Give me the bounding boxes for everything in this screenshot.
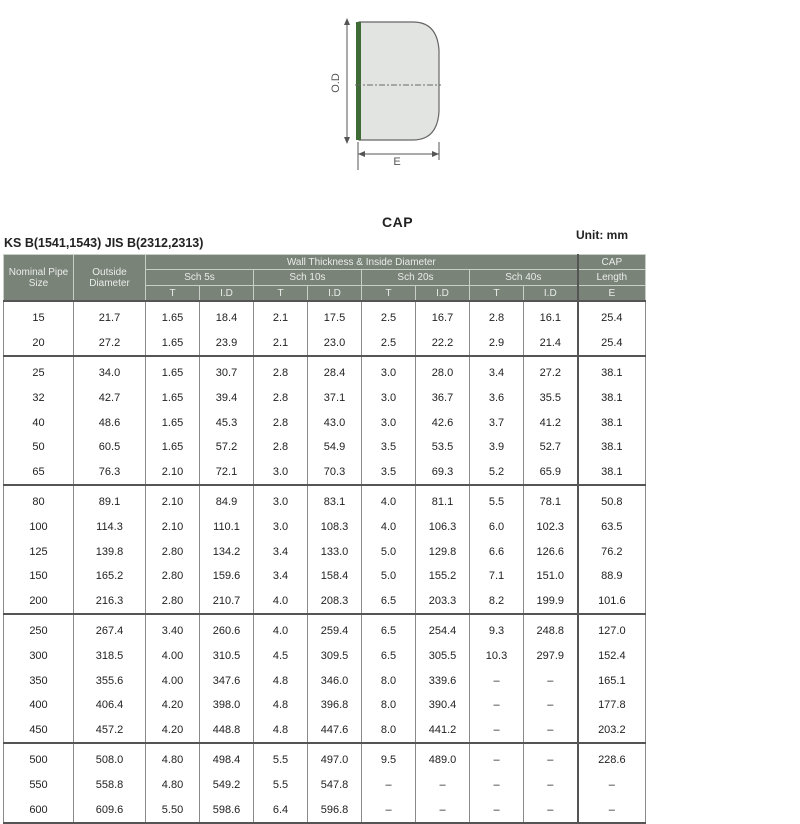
table-cell: –	[470, 718, 524, 744]
table-cell: 309.5	[308, 644, 362, 669]
header-nominal-pipe-size: Nominal Pipe Size	[4, 255, 74, 302]
table-cell: 81.1	[416, 485, 470, 515]
table-cell: 596.8	[308, 797, 362, 823]
table-cell: 60.5	[74, 435, 146, 460]
row-group	[4, 301, 646, 356]
table-cell: 7.1	[470, 564, 524, 589]
header-cap: CAP	[578, 255, 646, 270]
table-cell: 2.80	[146, 564, 200, 589]
standards-label: KS B(1541,1543) JIS B(2312,2313)	[4, 236, 204, 250]
table-cell: 155.2	[416, 564, 470, 589]
table-cell: 248.8	[524, 614, 578, 644]
table-cell: 250	[4, 614, 74, 644]
table-cell: 177.8	[578, 693, 646, 718]
table-cell: 80	[4, 485, 74, 515]
table-cell: 3.4	[254, 539, 308, 564]
table-cell: 498.4	[200, 743, 254, 773]
table-cell: 3.5	[362, 460, 416, 486]
table-cell: 4.20	[146, 693, 200, 718]
row-group	[4, 485, 646, 614]
table-row	[4, 331, 646, 357]
table-cell: 1.65	[146, 301, 200, 331]
table-cell: 203.2	[578, 718, 646, 744]
table-cell: –	[470, 797, 524, 823]
table-cell: 28.0	[416, 356, 470, 386]
table-cell: 5.5	[254, 743, 308, 773]
table-cell: 2.10	[146, 460, 200, 486]
table-cell: 4.5	[254, 644, 308, 669]
table-cell: 83.1	[308, 485, 362, 515]
table-cell: 3.9	[470, 435, 524, 460]
table-cell: 5.2	[470, 460, 524, 486]
header-schedule: Sch 40s	[470, 270, 578, 286]
table-cell: 23.0	[308, 331, 362, 357]
table-cell: 69.3	[416, 460, 470, 486]
table-cell: 41.2	[524, 410, 578, 435]
table-row	[4, 435, 646, 460]
table-cell: 3.40	[146, 614, 200, 644]
table-cell: 406.4	[74, 693, 146, 718]
header-id: I.D	[200, 286, 254, 302]
table-cell: 457.2	[74, 718, 146, 744]
table-cell: 305.5	[416, 644, 470, 669]
table-cell: 4.0	[362, 515, 416, 540]
table-row	[4, 460, 646, 486]
table-cell: 2.1	[254, 331, 308, 357]
table-cell: 5.5	[470, 485, 524, 515]
table-cell: 4.8	[254, 693, 308, 718]
table-cell: 106.3	[416, 515, 470, 540]
table-cell: 158.4	[308, 564, 362, 589]
table-cell: 600	[4, 797, 74, 823]
table-cell: 2.10	[146, 485, 200, 515]
table-cell: 10.3	[470, 644, 524, 669]
table-cell: 17.5	[308, 301, 362, 331]
table-cell: 5.0	[362, 564, 416, 589]
table-cell: 133.0	[308, 539, 362, 564]
table-cell: 2.9	[470, 331, 524, 357]
table-cell: 254.4	[416, 614, 470, 644]
table-cell: 22.2	[416, 331, 470, 357]
table-row	[4, 485, 646, 515]
table-cell: 16.7	[416, 301, 470, 331]
table-cell: 165.1	[578, 668, 646, 693]
table-cell: 259.4	[308, 614, 362, 644]
table-cell: 3.0	[254, 485, 308, 515]
row-group	[4, 614, 646, 743]
table-cell: 3.4	[470, 356, 524, 386]
table-cell: 200	[4, 589, 74, 615]
header-id: I.D	[416, 286, 470, 302]
table-cell: 42.7	[74, 386, 146, 411]
table-cell: 27.2	[524, 356, 578, 386]
table-cell: 39.4	[200, 386, 254, 411]
table-cell: 508.0	[74, 743, 146, 773]
table-cell: 72.1	[200, 460, 254, 486]
table-cell: 4.00	[146, 668, 200, 693]
table-cell: 53.5	[416, 435, 470, 460]
table-cell: –	[524, 743, 578, 773]
table-cell: 2.5	[362, 331, 416, 357]
table-cell: 2.8	[254, 410, 308, 435]
table-cell: 159.6	[200, 564, 254, 589]
table-cell: 63.5	[578, 515, 646, 540]
row-group	[4, 356, 646, 485]
cap-dimension-table	[3, 254, 646, 824]
table-cell: –	[416, 797, 470, 823]
table-cell: –	[470, 743, 524, 773]
table-cell: 38.1	[578, 386, 646, 411]
table-cell: 497.0	[308, 743, 362, 773]
table-cell: 8.0	[362, 693, 416, 718]
table-cell: 1.65	[146, 331, 200, 357]
table-cell: –	[524, 773, 578, 798]
table-row	[4, 301, 646, 331]
table-cell: 28.4	[308, 356, 362, 386]
header-length: Length	[578, 270, 646, 286]
table-cell: –	[524, 668, 578, 693]
table-row	[4, 797, 646, 823]
table-cell: –	[578, 797, 646, 823]
table-cell: 3.4	[254, 564, 308, 589]
table-cell: 6.5	[362, 644, 416, 669]
table-cell: 5.50	[146, 797, 200, 823]
table-cell: 355.6	[74, 668, 146, 693]
table-cell: 37.1	[308, 386, 362, 411]
table-row	[4, 668, 646, 693]
table-cell: 65.9	[524, 460, 578, 486]
table-cell: 1.65	[146, 356, 200, 386]
table-cell: 2.1	[254, 301, 308, 331]
table-cell: 38.1	[578, 435, 646, 460]
table-cell: 450	[4, 718, 74, 744]
table-cell: 2.8	[254, 386, 308, 411]
page-title: CAP	[382, 214, 414, 230]
table-row	[4, 614, 646, 644]
table-cell: 57.2	[200, 435, 254, 460]
table-cell: 139.8	[74, 539, 146, 564]
header-wall-thickness: Wall Thickness & Inside Diameter	[146, 255, 578, 270]
table-cell: 50	[4, 435, 74, 460]
table-cell: –	[524, 693, 578, 718]
table-cell: 23.9	[200, 331, 254, 357]
header-schedule: Sch 5s	[146, 270, 254, 286]
table-cell: 36.7	[416, 386, 470, 411]
table-cell: 297.9	[524, 644, 578, 669]
table-cell: 347.6	[200, 668, 254, 693]
header-id: I.D	[524, 286, 578, 302]
table-cell: 4.00	[146, 644, 200, 669]
table-cell: 78.1	[524, 485, 578, 515]
table-cell: 25.4	[578, 331, 646, 357]
table-cell: 3.5	[362, 435, 416, 460]
table-cell: 208.3	[308, 589, 362, 615]
table-cell: 1.65	[146, 386, 200, 411]
header-t: T	[254, 286, 308, 302]
table-cell: 8.0	[362, 668, 416, 693]
table-cell: 4.80	[146, 773, 200, 798]
table-cell: 65	[4, 460, 74, 486]
table-cell: 38.1	[578, 460, 646, 486]
table-cell: 2.80	[146, 589, 200, 615]
table-cell: 4.0	[362, 485, 416, 515]
table-cell: 346.0	[308, 668, 362, 693]
table-cell: 88.9	[578, 564, 646, 589]
table-cell: 6.4	[254, 797, 308, 823]
table-row	[4, 718, 646, 744]
table-cell: 4.20	[146, 718, 200, 744]
table-cell: 5.0	[362, 539, 416, 564]
table-cell: 38.1	[578, 410, 646, 435]
row-group	[4, 743, 646, 823]
table-cell: 216.3	[74, 589, 146, 615]
table-cell: 126.6	[524, 539, 578, 564]
table-cell: 8.0	[362, 718, 416, 744]
table-cell: 84.9	[200, 485, 254, 515]
unit-label: Unit: mm	[576, 228, 628, 242]
e-label: E	[393, 156, 401, 168]
table-cell: 203.3	[416, 589, 470, 615]
header-e: E	[578, 286, 646, 302]
table-row	[4, 539, 646, 564]
table-cell: 2.8	[470, 301, 524, 331]
table-cell: 199.9	[524, 589, 578, 615]
table-cell: 489.0	[416, 743, 470, 773]
table-cell: 100	[4, 515, 74, 540]
table-cell: 165.2	[74, 564, 146, 589]
cap-diagram	[325, 10, 465, 175]
header-t: T	[362, 286, 416, 302]
table-cell: 6.0	[470, 515, 524, 540]
header-schedule: Sch 20s	[362, 270, 470, 286]
table-cell: 108.3	[308, 515, 362, 540]
table-row	[4, 773, 646, 798]
table-cell: 114.3	[74, 515, 146, 540]
table-cell: 550	[4, 773, 74, 798]
table-row	[4, 410, 646, 435]
table-cell: –	[524, 718, 578, 744]
table-cell: 3.6	[470, 386, 524, 411]
table-cell: 398.0	[200, 693, 254, 718]
table-cell: 42.6	[416, 410, 470, 435]
table-cell: 2.8	[254, 435, 308, 460]
table-cell: 1.65	[146, 435, 200, 460]
table-row	[4, 515, 646, 540]
table-cell: 48.6	[74, 410, 146, 435]
table-cell: 2.80	[146, 539, 200, 564]
table-cell: –	[362, 773, 416, 798]
table-row	[4, 386, 646, 411]
table-row	[4, 356, 646, 386]
table-cell: 52.7	[524, 435, 578, 460]
table-cell: 547.8	[308, 773, 362, 798]
table-cell: 40	[4, 410, 74, 435]
table-cell: 25	[4, 356, 74, 386]
table-cell: –	[470, 668, 524, 693]
table-cell: 125	[4, 539, 74, 564]
table-row	[4, 693, 646, 718]
table-cell: 32	[4, 386, 74, 411]
table-row	[4, 644, 646, 669]
table-cell: 150	[4, 564, 74, 589]
table-cell: 400	[4, 693, 74, 718]
table-cell: 25.4	[578, 301, 646, 331]
table-cell: 54.9	[308, 435, 362, 460]
header-t: T	[470, 286, 524, 302]
table-cell: 21.4	[524, 331, 578, 357]
table-cell: 558.8	[74, 773, 146, 798]
table-cell: 609.6	[74, 797, 146, 823]
table-cell: 127.0	[578, 614, 646, 644]
table-cell: 2.8	[254, 356, 308, 386]
table-cell: 9.5	[362, 743, 416, 773]
header-outside-diameter: Outside Diameter	[74, 255, 146, 302]
header-id: I.D	[308, 286, 362, 302]
table-cell: 8.2	[470, 589, 524, 615]
table-cell: 34.0	[74, 356, 146, 386]
table-cell: 3.7	[470, 410, 524, 435]
table-cell: 339.6	[416, 668, 470, 693]
table-cell: 35.5	[524, 386, 578, 411]
table-cell: 3.0	[362, 386, 416, 411]
table-cell: –	[470, 693, 524, 718]
table-cell: 2.10	[146, 515, 200, 540]
table-cell: –	[524, 797, 578, 823]
table-cell: 300	[4, 644, 74, 669]
table-cell: 318.5	[74, 644, 146, 669]
table-cell: 549.2	[200, 773, 254, 798]
weld-bevel	[356, 22, 361, 140]
table-cell: –	[416, 773, 470, 798]
table-cell: 260.6	[200, 614, 254, 644]
table-cell: 70.3	[308, 460, 362, 486]
od-label: O.D	[330, 73, 342, 93]
table-cell: 102.3	[524, 515, 578, 540]
table-cell: 16.1	[524, 301, 578, 331]
header-schedule: Sch 10s	[254, 270, 362, 286]
table-cell: 9.3	[470, 614, 524, 644]
table-cell: 210.7	[200, 589, 254, 615]
table-cell: 2.5	[362, 301, 416, 331]
table-cell: 396.8	[308, 693, 362, 718]
table-cell: 3.0	[254, 515, 308, 540]
table-cell: 38.1	[578, 356, 646, 386]
table-cell: 5.5	[254, 773, 308, 798]
table-cell: –	[362, 797, 416, 823]
table-row	[4, 589, 646, 615]
table-cell: 45.3	[200, 410, 254, 435]
table-cell: 15	[4, 301, 74, 331]
table-cell: 6.5	[362, 589, 416, 615]
table-cell: 6.5	[362, 614, 416, 644]
table-cell: 76.3	[74, 460, 146, 486]
table-cell: 89.1	[74, 485, 146, 515]
table-cell: 3.0	[362, 356, 416, 386]
table-cell: 152.4	[578, 644, 646, 669]
table-cell: 76.2	[578, 539, 646, 564]
table-cell: 50.8	[578, 485, 646, 515]
table-cell: 4.8	[254, 668, 308, 693]
header-t: T	[146, 286, 200, 302]
table-cell: 447.6	[308, 718, 362, 744]
table-cell: 4.0	[254, 589, 308, 615]
table-cell: 3.0	[362, 410, 416, 435]
table-cell: 267.4	[74, 614, 146, 644]
table-cell: 500	[4, 743, 74, 773]
table-cell: 390.4	[416, 693, 470, 718]
table-cell: 4.8	[254, 718, 308, 744]
table-cell: 27.2	[74, 331, 146, 357]
table-cell: 1.65	[146, 410, 200, 435]
table-cell: 350	[4, 668, 74, 693]
table-cell: 21.7	[74, 301, 146, 331]
table-cell: 4.80	[146, 743, 200, 773]
table-cell: 228.6	[578, 743, 646, 773]
table-cell: 101.6	[578, 589, 646, 615]
table-cell: 4.0	[254, 614, 308, 644]
table-cell: 151.0	[524, 564, 578, 589]
table-cell: 448.8	[200, 718, 254, 744]
table-row	[4, 564, 646, 589]
table-cell: 43.0	[308, 410, 362, 435]
table-cell: 129.8	[416, 539, 470, 564]
table-cell: 598.6	[200, 797, 254, 823]
table-cell: 30.7	[200, 356, 254, 386]
table-cell: 110.1	[200, 515, 254, 540]
table-cell: –	[578, 773, 646, 798]
table-cell: –	[470, 773, 524, 798]
table-cell: 310.5	[200, 644, 254, 669]
table-cell: 6.6	[470, 539, 524, 564]
table-cell: 20	[4, 331, 74, 357]
table-cell: 134.2	[200, 539, 254, 564]
table-cell: 3.0	[254, 460, 308, 486]
table-cell: 18.4	[200, 301, 254, 331]
table-row	[4, 743, 646, 773]
table-cell: 441.2	[416, 718, 470, 744]
